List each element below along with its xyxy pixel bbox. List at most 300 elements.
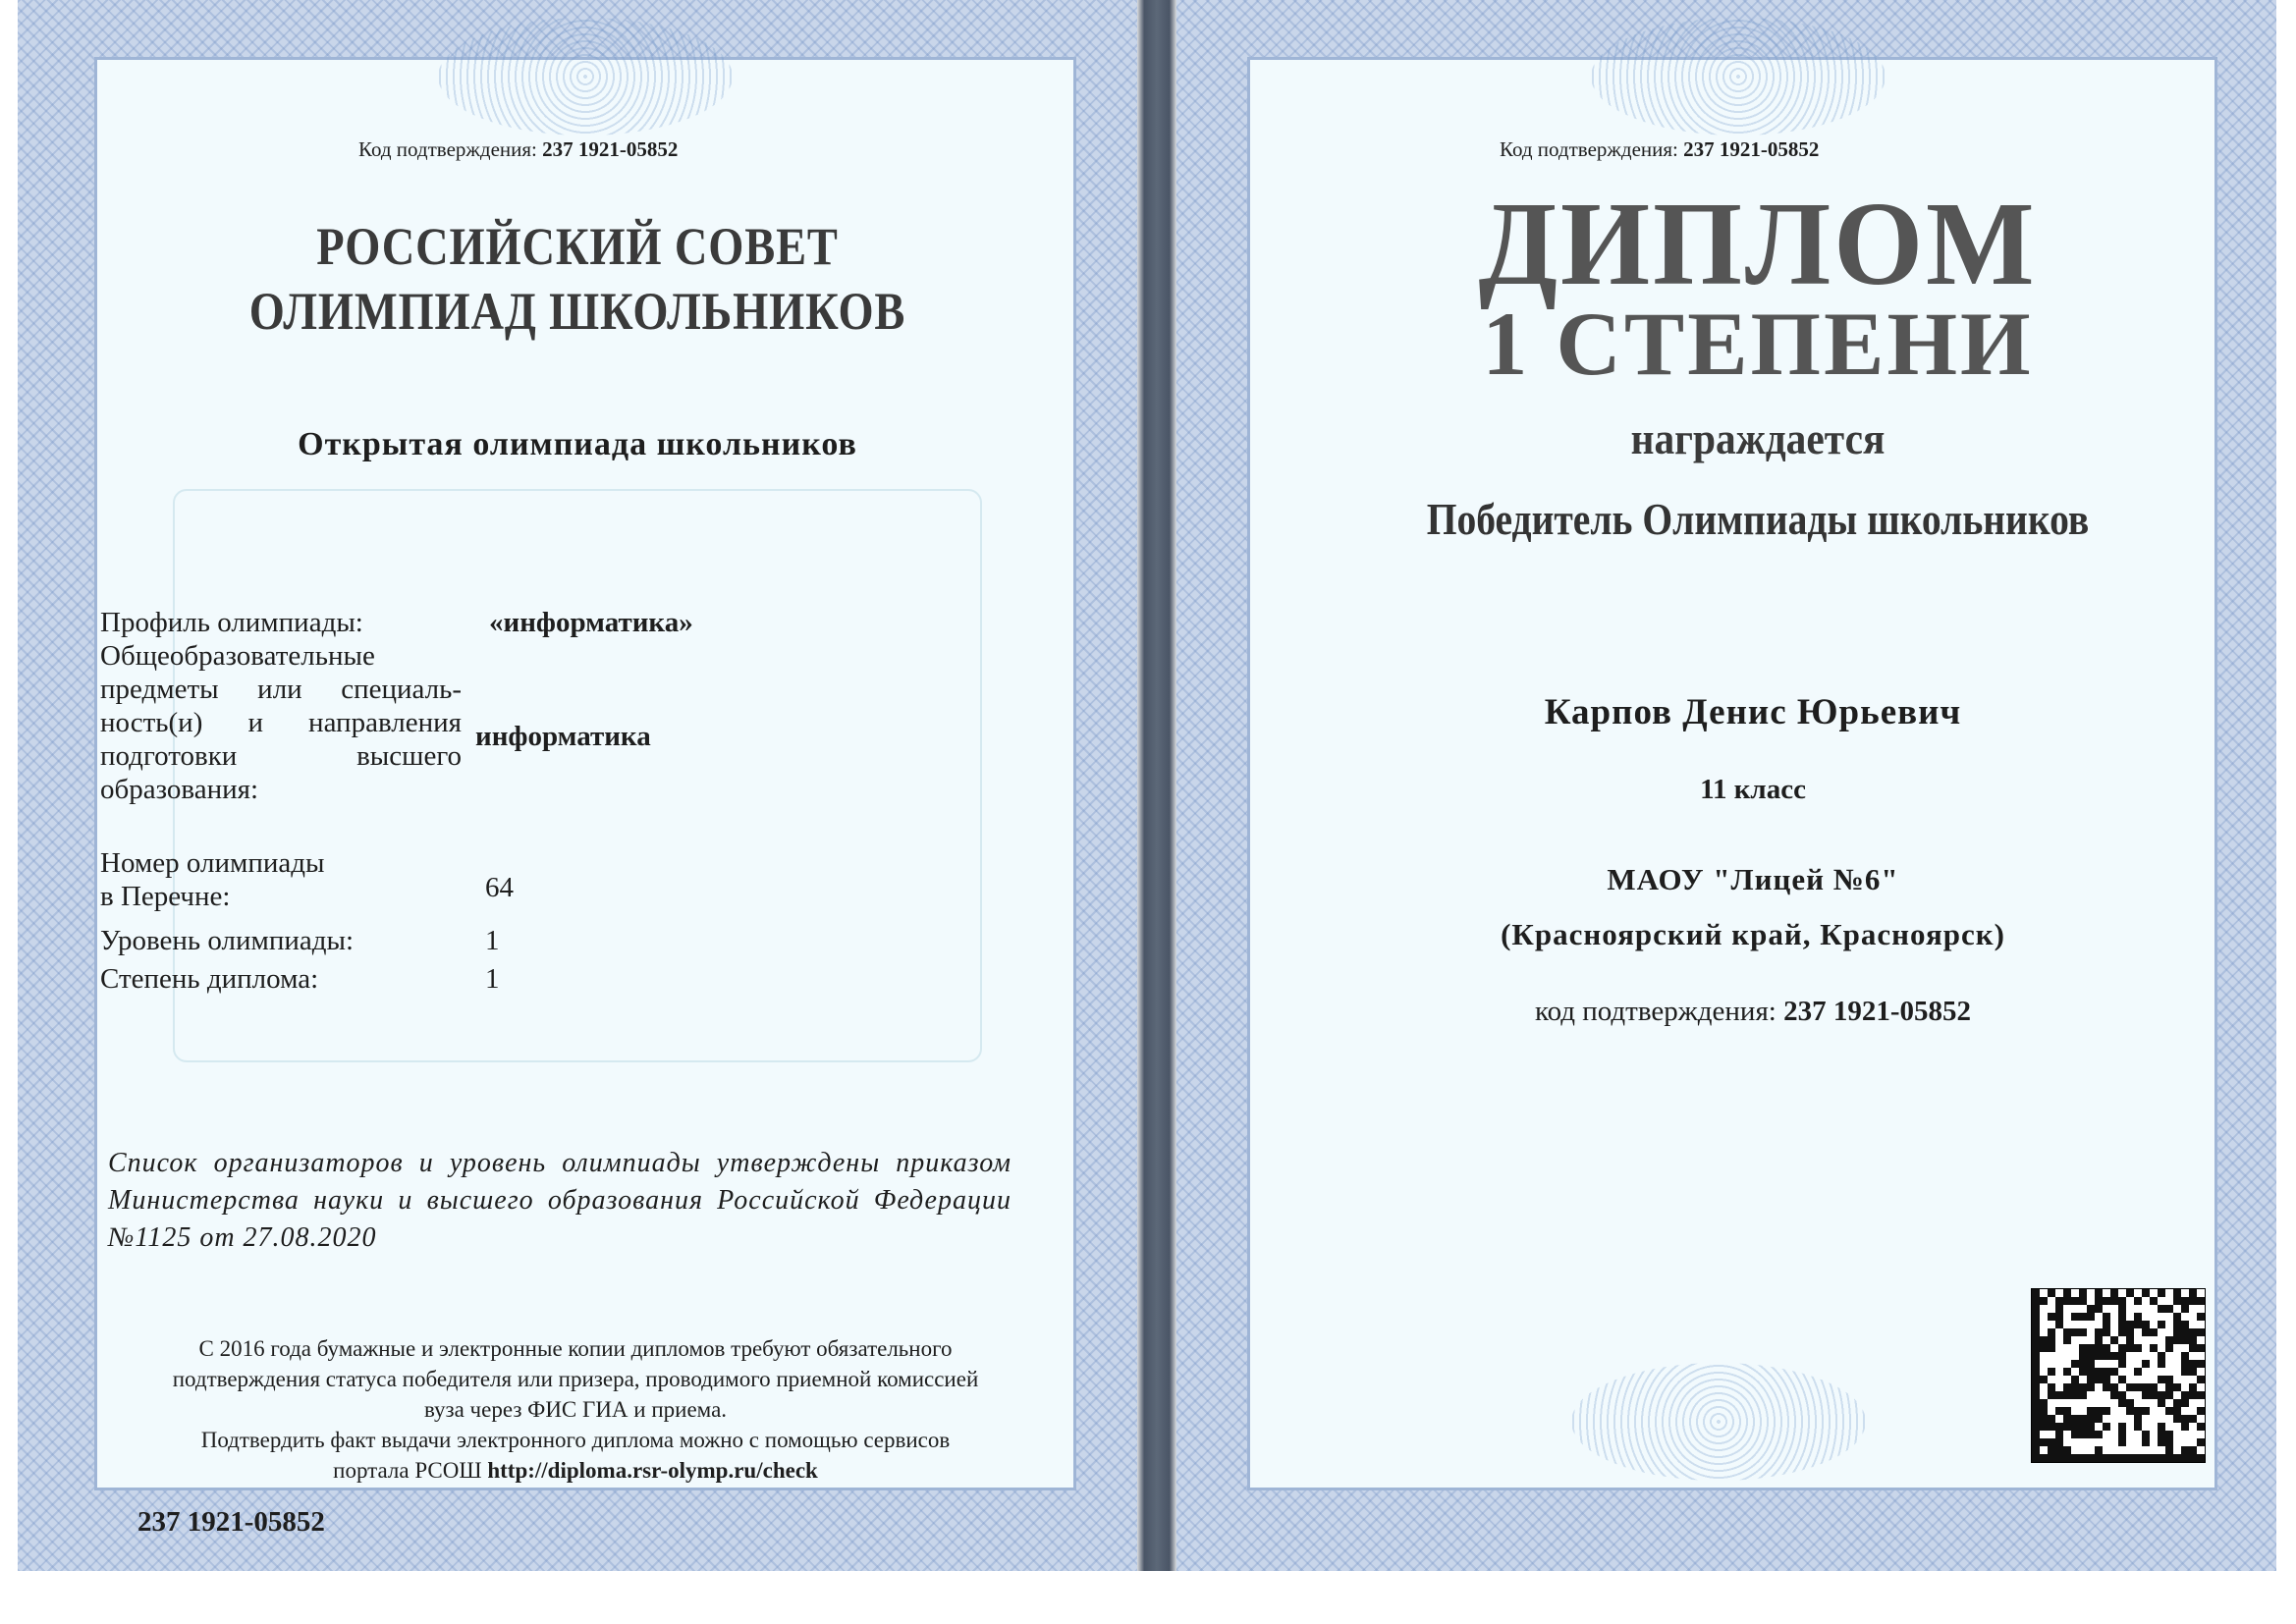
confirmation-note (84, 1333, 1066, 1486)
qr-module (2118, 1297, 2126, 1305)
qr-module (2181, 1352, 2189, 1360)
council-title (96, 214, 1059, 344)
qr-module (2095, 1289, 2103, 1297)
qr-module (2142, 1360, 2150, 1368)
qr-module (2079, 1360, 2087, 1368)
qr-module (2150, 1383, 2158, 1391)
qr-module (2095, 1376, 2103, 1383)
qr-module (2150, 1344, 2158, 1352)
qr-module (2158, 1376, 2165, 1383)
qr-module (2118, 1438, 2126, 1446)
confirmation-note-line4: Подтвердить факт выдачи электронного диплома можно с помощью сервисов (200, 1428, 951, 1452)
qr-module (2032, 1321, 2040, 1328)
qr-module (2134, 1344, 2142, 1352)
qr-module (2126, 1383, 2134, 1391)
qr-module (2032, 1431, 2040, 1438)
qr-module (2048, 1438, 2055, 1446)
left-confirm-code (358, 137, 678, 162)
qr-module (2032, 1328, 2040, 1336)
qr-module (2055, 1454, 2063, 1462)
qr-module (2048, 1336, 2055, 1344)
qr-module (2095, 1415, 2103, 1423)
qr-module (2032, 1383, 2040, 1391)
qr-module (2095, 1431, 2103, 1438)
subjects-value: информатика (475, 721, 651, 752)
subjects-label (100, 639, 462, 806)
qr-module (2087, 1415, 2095, 1423)
qr-module (2142, 1328, 2150, 1336)
qr-module (2165, 1344, 2173, 1352)
qr-module (2189, 1446, 2197, 1454)
qr-module (2126, 1336, 2134, 1344)
qr-module (2103, 1328, 2110, 1336)
qr-module (2181, 1423, 2189, 1431)
qr-module (2110, 1289, 2118, 1297)
qr-module (2181, 1368, 2189, 1376)
qr-module (2181, 1336, 2189, 1344)
qr-module (2158, 1454, 2165, 1462)
qr-module (2118, 1376, 2126, 1383)
qr-module (2032, 1297, 2040, 1305)
qr-module (2032, 1305, 2040, 1313)
profile-value: «информатика» (489, 607, 693, 638)
qr-module (2032, 1454, 2040, 1462)
qr-module (2165, 1336, 2173, 1344)
qr-module (2134, 1423, 2142, 1431)
qr-module (2087, 1423, 2095, 1431)
qr-module (2103, 1344, 2110, 1352)
left-confirm-label: Код подтверждения: (358, 137, 537, 161)
qr-module (2103, 1313, 2110, 1321)
qr-module (2040, 1376, 2048, 1383)
qr-module (2032, 1399, 2040, 1407)
qr-module (2087, 1313, 2095, 1321)
qr-module (2197, 1454, 2205, 1462)
qr-module (2048, 1289, 2055, 1297)
qr-module (2071, 1423, 2079, 1431)
qr-module (2197, 1313, 2205, 1321)
qr-module (2126, 1454, 2134, 1462)
guilloche-ornament-bottom (1571, 1363, 1866, 1481)
qr-module (2071, 1297, 2079, 1305)
qr-module (2134, 1415, 2142, 1423)
qr-module (2048, 1454, 2055, 1462)
qr-module (2142, 1391, 2150, 1399)
qr-module (2032, 1289, 2040, 1297)
right-confirm-value: 237 1921-05852 (1683, 137, 1820, 161)
qr-module (2197, 1344, 2205, 1352)
qr-module (2040, 1336, 2048, 1344)
qr-module (2197, 1297, 2205, 1305)
qr-module (2087, 1376, 2095, 1383)
qr-module (2048, 1313, 2055, 1321)
qr-module (2063, 1383, 2071, 1391)
qr-module (2063, 1297, 2071, 1305)
qr-module (2032, 1391, 2040, 1399)
qr-module (2040, 1344, 2048, 1352)
qr-module (2126, 1328, 2134, 1336)
qr-module (2055, 1313, 2063, 1321)
qr-module (2173, 1321, 2181, 1328)
qr-module (2095, 1446, 2103, 1454)
qr-module (2181, 1399, 2189, 1407)
qr-module (2110, 1336, 2118, 1344)
qr-module (2181, 1391, 2189, 1399)
organizers-note: Список организаторов и уровень олимпиады утверждены приказом Министерства науки и высшего образования Российской Федерации №1125 от 27.08.2020 (108, 1148, 1011, 1253)
qr-module (2079, 1423, 2087, 1431)
qr-module (2173, 1297, 2181, 1305)
guilloche-ornament-top (1591, 18, 1886, 135)
qr-module (2055, 1438, 2063, 1446)
qr-module (2165, 1438, 2173, 1446)
qr-module (2087, 1383, 2095, 1391)
qr-module (2071, 1454, 2079, 1462)
qr-module (2079, 1313, 2087, 1321)
qr-module (2189, 1368, 2197, 1376)
qr-module (2103, 1383, 2110, 1391)
qr-module (2126, 1399, 2134, 1407)
qr-module (2079, 1289, 2087, 1297)
qr-module (2158, 1289, 2165, 1297)
qr-module (2055, 1305, 2063, 1313)
qr-module (2095, 1297, 2103, 1305)
qr-module (2095, 1352, 2103, 1360)
qr-module (2110, 1383, 2118, 1391)
qr-module (2158, 1423, 2165, 1431)
qr-module (2189, 1415, 2197, 1423)
qr-module (2071, 1313, 2079, 1321)
qr-module (2048, 1344, 2055, 1352)
qr-module (2158, 1391, 2165, 1399)
qr-module (2134, 1383, 2142, 1391)
qr-module (2071, 1431, 2079, 1438)
qr-module (2118, 1328, 2126, 1336)
qr-module (2087, 1352, 2095, 1360)
qr-module (2079, 1352, 2087, 1360)
qr-module (2126, 1407, 2134, 1415)
qr-module (2118, 1399, 2126, 1407)
qr-module (2040, 1423, 2048, 1431)
degree-label: Степень диплома: (100, 963, 319, 995)
guilloche-ornament-top (438, 18, 733, 135)
qr-module (2040, 1407, 2048, 1415)
code-label: код подтверждения: (1534, 996, 1777, 1027)
confirmation-note-line3: вуза через ФИС ГИА и приема. (423, 1397, 728, 1422)
diploma-degree: 1 СТЕПЕНИ (1482, 294, 2034, 394)
left-confirm-value: 237 1921-05852 (542, 137, 679, 161)
qr-code-graphic (2032, 1289, 2205, 1462)
qr-module (2165, 1376, 2173, 1383)
qr-module (2103, 1376, 2110, 1383)
number-label (100, 846, 324, 913)
qr-module (2158, 1438, 2165, 1446)
subjects-label-line1: Общеобразовательные (100, 640, 375, 672)
qr-module (2063, 1407, 2071, 1415)
qr-module (2055, 1423, 2063, 1431)
qr-module (2142, 1289, 2150, 1297)
qr-module (2055, 1431, 2063, 1438)
level-value: 1 (485, 925, 500, 956)
awarded-label: награждается (1630, 413, 1886, 463)
subjects-label-line4: подготовки высшего (100, 740, 462, 772)
confirmation-note-line5 (84, 1455, 1066, 1486)
qr-module (2103, 1368, 2110, 1376)
qr-module (2040, 1454, 2048, 1462)
qr-module (2103, 1321, 2110, 1328)
subjects-label-line3: ность(и) и направления (100, 707, 462, 738)
qr-module (2032, 1360, 2040, 1368)
qr-module (2165, 1407, 2173, 1415)
qr-module (2032, 1446, 2040, 1454)
qr-module (2197, 1423, 2205, 1431)
qr-module (2173, 1313, 2181, 1321)
qr-module (2173, 1383, 2181, 1391)
qr-module (2126, 1289, 2134, 1297)
qr-module (2110, 1352, 2118, 1360)
qr-module (2063, 1289, 2071, 1297)
qr-module (2142, 1321, 2150, 1328)
qr-module (2048, 1328, 2055, 1336)
recipient-grade: 11 класс (1700, 774, 1806, 805)
qr-module (2126, 1344, 2134, 1352)
qr-module (2063, 1446, 2071, 1454)
qr-module (2095, 1344, 2103, 1352)
qr-module (2150, 1391, 2158, 1399)
confirmation-note-line2: подтверждения статуса победителя или призера, проводимого приемной комиссией (172, 1367, 979, 1391)
number-label-line2: в Перечне: (100, 881, 231, 912)
qr-module (2158, 1431, 2165, 1438)
qr-module (2071, 1328, 2079, 1336)
qr-module (2055, 1321, 2063, 1328)
qr-module (2165, 1454, 2173, 1462)
qr-module (2173, 1407, 2181, 1415)
qr-module (2197, 1391, 2205, 1399)
qr-module (2032, 1415, 2040, 1423)
qr-module (2055, 1407, 2063, 1415)
subjects-label-line2: предметы или специаль- (100, 674, 462, 705)
qr-module (2048, 1423, 2055, 1431)
qr-module (2040, 1297, 2048, 1305)
code-value: 237 1921-05852 (1783, 996, 1972, 1027)
qr-module (2158, 1399, 2165, 1407)
qr-module (2181, 1305, 2189, 1313)
qr-module (2118, 1352, 2126, 1360)
qr-module (2165, 1446, 2173, 1454)
council-title-line2: ОЛИМПИАД ШКОЛЬНИКОВ (248, 282, 906, 341)
qr-module (2079, 1328, 2087, 1336)
qr-module (2079, 1297, 2087, 1305)
qr-module (2134, 1454, 2142, 1462)
right-confirm-code (1500, 137, 1819, 162)
recipient-school: МАОУ "Лицей №6" (1607, 862, 1899, 896)
olympiad-name: Открытая олимпиада школьников (298, 426, 857, 462)
qr-module (2048, 1391, 2055, 1399)
qr-module (2063, 1391, 2071, 1399)
qr-module (2079, 1415, 2087, 1423)
qr-module (2032, 1352, 2040, 1360)
qr-module (2181, 1446, 2189, 1454)
qr-module (2063, 1454, 2071, 1462)
recipient-confirm-code (1247, 996, 2259, 1028)
qr-module (2071, 1360, 2079, 1368)
qr-module (2071, 1391, 2079, 1399)
qr-module (2087, 1454, 2095, 1462)
diploma-title: ДИПЛОМ (1478, 178, 2038, 310)
qr-module (2079, 1391, 2087, 1399)
qr-module (2142, 1454, 2150, 1462)
qr-module (2095, 1336, 2103, 1344)
qr-module (2095, 1305, 2103, 1313)
qr-module (2087, 1368, 2095, 1376)
qr-module (2087, 1431, 2095, 1438)
qr-module (2063, 1336, 2071, 1344)
recipient-region: (Красноярский край, Красноярск) (1501, 917, 2005, 951)
number-value: 64 (485, 872, 514, 903)
qr-module (2150, 1297, 2158, 1305)
qr-module (2063, 1423, 2071, 1431)
qr-code-icon (2031, 1288, 2206, 1463)
qr-module (2134, 1368, 2142, 1376)
qr-module (2071, 1376, 2079, 1383)
qr-module (2032, 1344, 2040, 1352)
qr-module (2110, 1297, 2118, 1305)
check-link[interactable]: http://diploma.rsr-olymp.ru/check (487, 1458, 818, 1483)
qr-module (2181, 1328, 2189, 1336)
qr-module (2079, 1344, 2087, 1352)
qr-module (2134, 1297, 2142, 1305)
qr-module (2032, 1407, 2040, 1415)
qr-module (2118, 1344, 2126, 1352)
qr-module (2103, 1454, 2110, 1462)
qr-module (2197, 1360, 2205, 1368)
qr-module (2181, 1415, 2189, 1423)
qr-module (2103, 1423, 2110, 1431)
qr-module (2095, 1328, 2103, 1336)
qr-module (2040, 1438, 2048, 1446)
recipient-name: Карпов Денис Юрьевич (1544, 692, 1962, 732)
qr-module (2103, 1407, 2110, 1415)
qr-module (2103, 1352, 2110, 1360)
qr-module (2095, 1454, 2103, 1462)
qr-module (2165, 1431, 2173, 1438)
qr-module (2150, 1454, 2158, 1462)
degree-value: 1 (485, 963, 500, 995)
qr-module (2087, 1360, 2095, 1368)
qr-module (2118, 1313, 2126, 1321)
qr-module (2103, 1297, 2110, 1305)
qr-module (2189, 1289, 2197, 1297)
qr-module (2048, 1415, 2055, 1423)
qr-module (2087, 1344, 2095, 1352)
qr-module (2118, 1360, 2126, 1368)
qr-module (2095, 1407, 2103, 1415)
qr-module (2110, 1368, 2118, 1376)
qr-module (2189, 1383, 2197, 1391)
qr-module (2189, 1391, 2197, 1399)
qr-module (2118, 1423, 2126, 1431)
qr-module (2142, 1407, 2150, 1415)
council-title-line1: РОССИЙСКИЙ СОВЕТ (316, 217, 839, 276)
qr-module (2165, 1305, 2173, 1313)
qr-module (2087, 1305, 2095, 1313)
qr-module (2181, 1454, 2189, 1462)
qr-module (2118, 1305, 2126, 1313)
confirmation-note-line1: С 2016 года бумажные и электронные копии дипломов требуют обязательного (198, 1336, 953, 1361)
qr-module (2189, 1297, 2197, 1305)
qr-module (2142, 1383, 2150, 1391)
bottom-code: 237 1921-05852 (137, 1506, 325, 1538)
qr-module (2040, 1399, 2048, 1407)
qr-module (2126, 1321, 2134, 1328)
qr-module (2063, 1368, 2071, 1376)
qr-module (2032, 1313, 2040, 1321)
qr-module (2189, 1454, 2197, 1462)
qr-module (2040, 1415, 2048, 1423)
qr-module (2071, 1383, 2079, 1391)
qr-module (2189, 1360, 2197, 1368)
level-label: Уровень олимпиады: (100, 925, 355, 956)
qr-module (2142, 1431, 2150, 1438)
qr-module (2032, 1423, 2040, 1431)
qr-module (2189, 1344, 2197, 1352)
page-fold (1137, 0, 1176, 1571)
qr-module (2032, 1438, 2040, 1446)
qr-module (2048, 1383, 2055, 1391)
qr-module (2181, 1321, 2189, 1328)
qr-module (2158, 1305, 2165, 1313)
qr-module (2118, 1431, 2126, 1438)
qr-module (2118, 1391, 2126, 1399)
qr-module (2055, 1391, 2063, 1399)
qr-module (2181, 1360, 2189, 1368)
qr-module (2048, 1368, 2055, 1376)
qr-module (2197, 1328, 2205, 1336)
qr-module (2118, 1321, 2126, 1328)
qr-module (2134, 1407, 2142, 1415)
qr-module (2071, 1415, 2079, 1423)
winner-title: Победитель Олимпиады школьников (1426, 494, 2090, 544)
qr-module (2032, 1368, 2040, 1376)
qr-module (2079, 1383, 2087, 1391)
qr-module (2197, 1438, 2205, 1446)
qr-module (2110, 1454, 2118, 1462)
qr-module (2150, 1328, 2158, 1336)
qr-module (2032, 1376, 2040, 1383)
qr-module (2118, 1454, 2126, 1462)
qr-module (2197, 1376, 2205, 1383)
qr-module (2063, 1415, 2071, 1423)
qr-module (2173, 1454, 2181, 1462)
qr-module (2110, 1391, 2118, 1399)
qr-module (2079, 1368, 2087, 1376)
qr-module (2189, 1328, 2197, 1336)
qr-module (2095, 1368, 2103, 1376)
qr-module (2165, 1391, 2173, 1399)
profile-label: Профиль олимпиады: (100, 607, 363, 638)
qr-module (2173, 1399, 2181, 1407)
qr-module (2032, 1336, 2040, 1344)
qr-module (2134, 1313, 2142, 1321)
qr-module (2055, 1297, 2063, 1305)
qr-module (2165, 1383, 2173, 1391)
number-label-line1: Номер олимпиады (100, 847, 325, 879)
right-confirm-label: Код подтверждения: (1500, 137, 1678, 161)
qr-module (2173, 1415, 2181, 1423)
qr-module (2173, 1289, 2181, 1297)
qr-module (2079, 1431, 2087, 1438)
qr-module (2158, 1360, 2165, 1368)
qr-module (2048, 1446, 2055, 1454)
